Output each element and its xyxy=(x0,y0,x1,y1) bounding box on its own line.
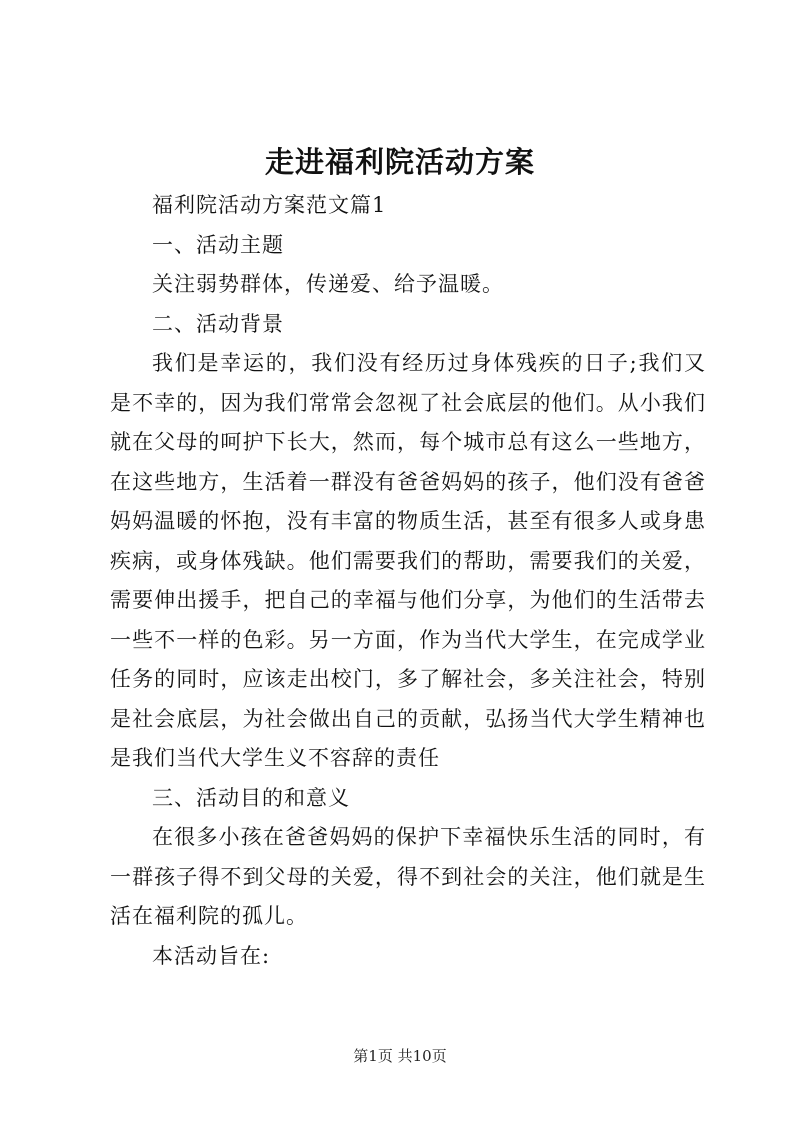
document-body xyxy=(110,186,706,976)
paragraph-background: 我们是幸运的，我们没有经历过身体残疾的日子;我们又是不幸的，因为我们常常会忽视了社会底层的他们。从小我们就在父母的呵护下长大，然而，每个城市总有这么一些地方，在这些地方，生活着一群没有爸爸妈妈的孩子，他们没有爸爸妈妈温暖的怀抱，没有丰富的物质生活，甚至有很多人或身患疾病，或身体残缺。他们需要我们的帮助，需要我们的关爱，需要伸出援手，把自己的幸福与他们分享，为他们的生活带去一些不一样的色彩。另一方面，作为当代大学生，在完成学业任务的同时，应该走出校门，多了解社会，多关注社会，特别是社会底层，为社会做出自己的贡献，弘扬当代大学生精神也是我们当代大学生义不容辞的责任 xyxy=(110,351,706,770)
paragraph-subtitle: 福利院活动方案范文篇1 xyxy=(152,193,387,217)
section-heading-background: 二、活动背景 xyxy=(152,311,284,336)
section-heading-theme: 一、活动主题 xyxy=(152,232,284,257)
section-heading-purpose: 三、活动目的和意义 xyxy=(152,785,350,810)
paragraph-theme: 关注弱势群体，传递爱、给予温暖。 xyxy=(152,272,504,296)
document-title: 走进福利院活动方案 xyxy=(264,145,535,179)
page-footer: 第1页 共10页 xyxy=(353,1047,447,1065)
paragraph-aim-intro: 本活动旨在: xyxy=(152,943,271,968)
paragraph-purpose: 在很多小孩在爸爸妈妈的保护下幸福快乐生活的同时，有一群孩子得不到父母的关爱，得不到社会的关注，他们就是生活在福利院的孤儿。 xyxy=(110,825,706,928)
